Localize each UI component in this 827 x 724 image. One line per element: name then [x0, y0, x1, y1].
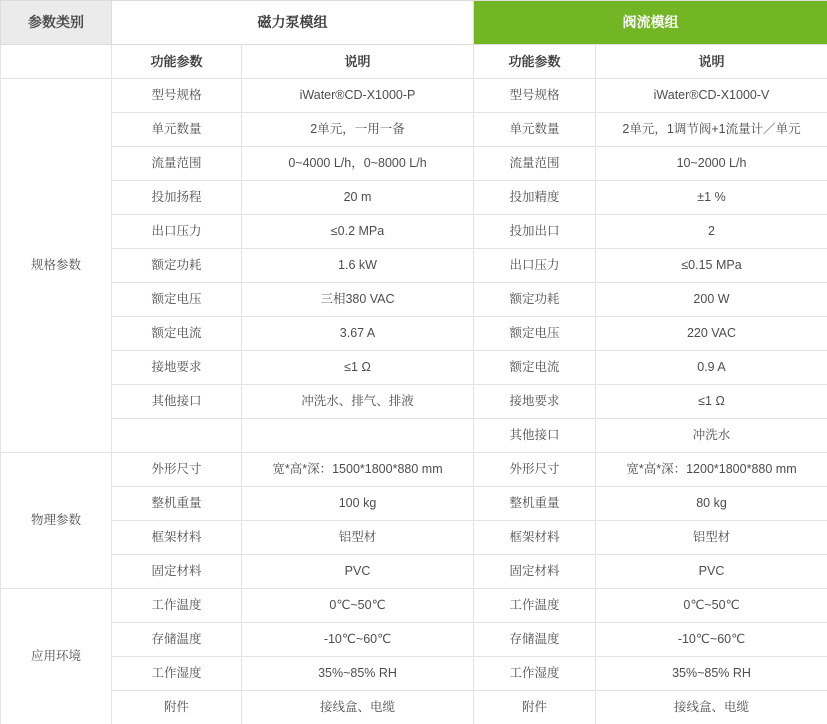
valve-param-cell: 存储温度: [474, 623, 596, 657]
pump-desc-cell: ≤0.2 MPa: [242, 215, 474, 249]
pump-param-cell: 型号规格: [112, 79, 242, 113]
table-header-columns: [1, 45, 827, 79]
valve-desc-cell: 200 W: [596, 283, 827, 317]
pump-param-cell: 出口压力: [112, 215, 242, 249]
header-valve-desc: 说明: [596, 45, 827, 79]
valve-desc-cell: ±1 %: [596, 181, 827, 215]
valve-desc-cell: 10~2000 L/h: [596, 147, 827, 181]
valve-desc-cell: 冲洗水: [596, 419, 827, 453]
pump-param-cell: 框架材料: [112, 521, 242, 555]
table-row: [1, 113, 827, 147]
pump-param-cell: 额定电流: [112, 317, 242, 351]
table-row: [1, 691, 827, 724]
pump-param-cell: 工作温度: [112, 589, 242, 623]
pump-desc-cell: 接线盒、电缆: [242, 691, 474, 724]
header-pump-module: 磁力泵模组: [112, 1, 474, 45]
pump-param-cell: 附件: [112, 691, 242, 724]
pump-param-cell: 其他接口: [112, 385, 242, 419]
valve-param-cell: 额定电流: [474, 351, 596, 385]
table-row: [1, 181, 827, 215]
pump-desc-cell: 35%~85% RH: [242, 657, 474, 691]
category-cell: 规格参数: [1, 79, 112, 453]
table-row: [1, 589, 827, 623]
valve-desc-cell: 2: [596, 215, 827, 249]
table-row: [1, 147, 827, 181]
pump-desc-cell: 0~4000 L/h，0~8000 L/h: [242, 147, 474, 181]
valve-param-cell: 出口压力: [474, 249, 596, 283]
table-row: [1, 657, 827, 691]
table-row: [1, 215, 827, 249]
pump-desc-cell: -10℃~60℃: [242, 623, 474, 657]
pump-param-cell: 额定功耗: [112, 249, 242, 283]
table-row: [1, 453, 827, 487]
pump-desc-cell: 0℃~50℃: [242, 589, 474, 623]
valve-desc-cell: 接线盒、电缆: [596, 691, 827, 724]
valve-desc-cell: 80 kg: [596, 487, 827, 521]
valve-desc-cell: 35%~85% RH: [596, 657, 827, 691]
pump-desc-cell: 铝型材: [242, 521, 474, 555]
valve-param-cell: 流量范围: [474, 147, 596, 181]
pump-param-cell: 外形尺寸: [112, 453, 242, 487]
valve-param-cell: 外形尺寸: [474, 453, 596, 487]
pump-desc-cell: 20 m: [242, 181, 474, 215]
valve-param-cell: 固定材料: [474, 555, 596, 589]
valve-desc-cell: iWater®CD-X1000-V: [596, 79, 827, 113]
valve-param-cell: 额定电压: [474, 317, 596, 351]
valve-param-cell: 其他接口: [474, 419, 596, 453]
valve-param-cell: 工作温度: [474, 589, 596, 623]
empty-cell: [242, 419, 474, 453]
table-row: [1, 283, 827, 317]
pump-param-cell: 投加扬程: [112, 181, 242, 215]
valve-desc-cell: 宽*高*深：1200*1800*880 mm: [596, 453, 827, 487]
pump-desc-cell: 100 kg: [242, 487, 474, 521]
valve-param-cell: 投加出口: [474, 215, 596, 249]
pump-desc-cell: ≤1 Ω: [242, 351, 474, 385]
pump-desc-cell: 2单元，一用一备: [242, 113, 474, 147]
valve-desc-cell: ≤1 Ω: [596, 385, 827, 419]
table-row: [1, 555, 827, 589]
category-cell: 物理参数: [1, 453, 112, 589]
empty-cell: [112, 419, 242, 453]
pump-param-cell: 工作湿度: [112, 657, 242, 691]
header-empty-cell: [1, 45, 112, 79]
valve-param-cell: 框架材料: [474, 521, 596, 555]
pump-desc-cell: 3.67 A: [242, 317, 474, 351]
table-row: [1, 351, 827, 385]
table-row: [1, 317, 827, 351]
table-row: [1, 623, 827, 657]
valve-param-cell: 型号规格: [474, 79, 596, 113]
table-row: [1, 249, 827, 283]
table-row: [1, 385, 827, 419]
table-row: [1, 521, 827, 555]
valve-desc-cell: 2单元，1调节阀+1流量计／单元: [596, 113, 827, 147]
valve-desc-cell: 0.9 A: [596, 351, 827, 385]
pump-param-cell: 接地要求: [112, 351, 242, 385]
valve-desc-cell: 铝型材: [596, 521, 827, 555]
table-row: [1, 419, 827, 453]
pump-param-cell: 固定材料: [112, 555, 242, 589]
header-pump-desc: 说明: [242, 45, 474, 79]
valve-desc-cell: 220 VAC: [596, 317, 827, 351]
header-category-label: 参数类别: [1, 1, 112, 45]
valve-desc-cell: -10℃~60℃: [596, 623, 827, 657]
pump-param-cell: 存储温度: [112, 623, 242, 657]
table-body: [1, 1, 827, 724]
valve-desc-cell: ≤0.15 MPa: [596, 249, 827, 283]
pump-desc-cell: PVC: [242, 555, 474, 589]
valve-param-cell: 附件: [474, 691, 596, 724]
valve-param-cell: 额定功耗: [474, 283, 596, 317]
pump-desc-cell: 三相380 VAC: [242, 283, 474, 317]
category-cell: 应用环境: [1, 589, 112, 724]
header-valve-param: 功能参数: [474, 45, 596, 79]
header-valve-module: 阀流模组: [474, 1, 827, 45]
pump-desc-cell: 宽*高*深：1500*1800*880 mm: [242, 453, 474, 487]
valve-param-cell: 单元数量: [474, 113, 596, 147]
header-pump-param: 功能参数: [112, 45, 242, 79]
valve-desc-cell: PVC: [596, 555, 827, 589]
valve-param-cell: 工作湿度: [474, 657, 596, 691]
valve-desc-cell: 0℃~50℃: [596, 589, 827, 623]
pump-param-cell: 流量范围: [112, 147, 242, 181]
pump-desc-cell: 冲洗水、排气、排液: [242, 385, 474, 419]
valve-param-cell: 整机重量: [474, 487, 596, 521]
pump-desc-cell: 1.6 kW: [242, 249, 474, 283]
table-row: [1, 79, 827, 113]
pump-param-cell: 单元数量: [112, 113, 242, 147]
pump-desc-cell: iWater®CD-X1000-P: [242, 79, 474, 113]
valve-param-cell: 投加精度: [474, 181, 596, 215]
table-header-modules: [1, 1, 827, 45]
pump-param-cell: 整机重量: [112, 487, 242, 521]
valve-param-cell: 接地要求: [474, 385, 596, 419]
table-row: [1, 487, 827, 521]
pump-param-cell: 额定电压: [112, 283, 242, 317]
